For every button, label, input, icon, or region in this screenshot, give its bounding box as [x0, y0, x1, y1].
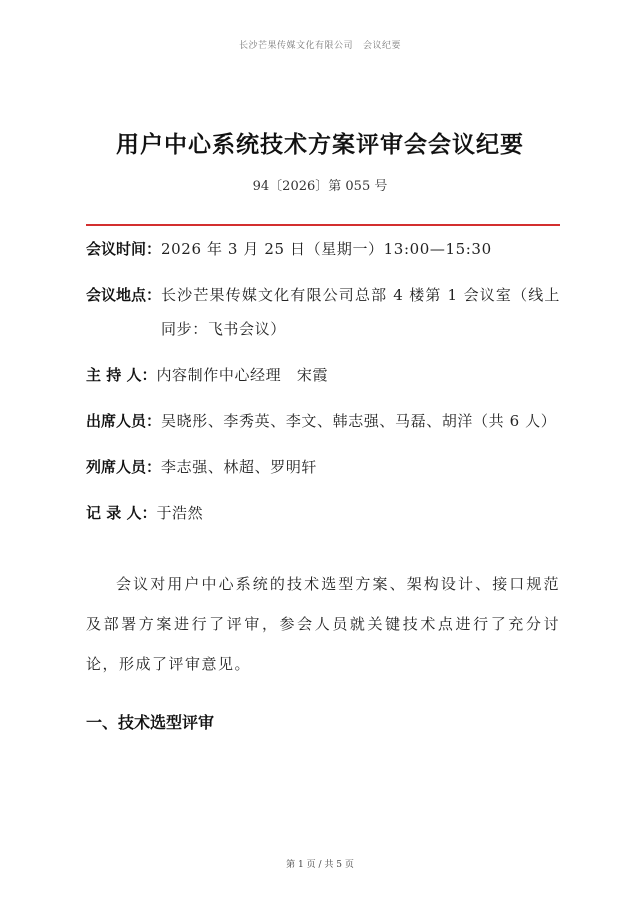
- meeting-place-row: [86, 278, 560, 346]
- observers-row: [86, 450, 560, 484]
- document-number: 94〔2026〕第 055 号: [252, 179, 388, 194]
- recorder-row: [86, 496, 560, 530]
- attendees-row: [86, 404, 560, 438]
- observers-label: 列席人员：: [86, 458, 162, 476]
- page-footer: 第 1 页 / 共 5 页: [286, 860, 354, 870]
- recorder-value: 于浩然: [156, 504, 204, 522]
- recorder-label: 记 录 人：: [86, 504, 157, 522]
- attendees-value: 吴晓彤、李秀英、李文、韩志强、马磊、胡洋（共 6 人）: [161, 412, 557, 430]
- document-body: [86, 232, 560, 740]
- red-divider: [86, 224, 560, 226]
- meeting-place-label: 会议地点：: [86, 286, 162, 304]
- summary-paragraph: 会议对用户中心系统的技术选型方案、架构设计、接口规范及部署方案进行了评审，参会人员就关键技术点进行了充分讨论，形成了评审意见。: [86, 575, 560, 673]
- page-header: [0, 38, 640, 51]
- meeting-place-value: 长沙芒果传媒文化有限公司总部 4 楼第 1 会议室（线上同步：飞书会议）: [161, 286, 560, 338]
- meeting-time-row: [86, 232, 560, 266]
- host-value: 内容制作中心经理 宋霞: [156, 366, 329, 384]
- header-doc-type: 会议纪要: [363, 41, 402, 51]
- host-label: 主 持 人：: [86, 366, 157, 384]
- meeting-time-label: 会议时间：: [86, 240, 162, 258]
- meeting-time-value: 2026 年 3 月 25 日（星期一）13:00—15:30: [161, 240, 492, 258]
- host-row: [86, 358, 560, 392]
- attendees-label: 出席人员：: [86, 412, 162, 430]
- observers-value: 李志强、林超、罗明轩: [161, 458, 318, 476]
- section-heading: 一、技术选型评审: [86, 713, 215, 732]
- header-company: 长沙芒果传媒文化有限公司: [238, 41, 353, 51]
- document-title: 用户中心系统技术方案评审会会议纪要: [116, 132, 524, 158]
